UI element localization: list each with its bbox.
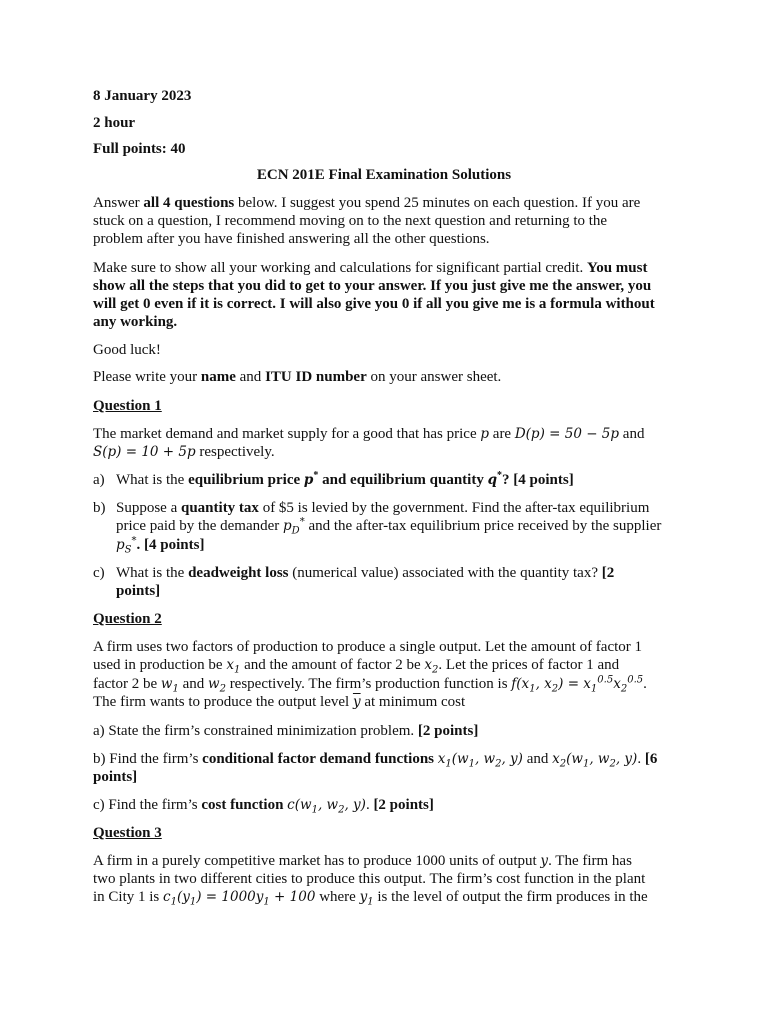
intro-paragraph-2-line-4: any working. <box>93 314 178 330</box>
intro-paragraph-2: Make sure to show all your working and calculations for significant partial credit. You must <box>93 260 648 276</box>
intro-paragraph-1-line-3: problem after you have finished answering all the other questions. <box>93 231 490 247</box>
question-2-text-line-4: The firm wants to produce the output level $\overline{y}$ at minimum cost <box>93 694 466 710</box>
question-2-text: A firm uses two factors of production to produce a single output. Let the amount of factor 1 <box>93 639 643 655</box>
question-1-heading: Question 1 <box>93 398 162 414</box>
question-1b-text-line-2: price paid by the demander $p_D^*$ and the after-tax equilibrium price received by the supplier <box>116 516 662 537</box>
question-1c-text-line-2: points] <box>116 583 161 599</box>
question-2-text-line-2: used in production be $x_1$ and the amount of factor 2 be $x_2$. Let the prices of factor 1 and <box>93 657 620 676</box>
question-3-heading: Question 3 <box>93 825 162 841</box>
question-1-text-line-2: S(p) = 10 + 5p respectively. <box>93 444 275 460</box>
write-name-instruction: Please write your name and ITU ID number on your answer sheet. <box>93 369 502 385</box>
intro-paragraph-1-line-2: stuck on a question, I recommend moving on to the next question and returning to the <box>93 213 608 229</box>
question-2-heading: Question 2 <box>93 611 162 627</box>
question-2c-text: c) Find the firm’s cost function $c(w_1$, $w_2$, y). [2 points] <box>93 797 434 816</box>
intro-paragraph-1: Answer all 4 questions below. I suggest you spend 25 minutes on each question. If you are <box>93 195 641 211</box>
question-1a-label: a) <box>93 472 105 488</box>
exam-title: ECN 201E Final Examination Solutions <box>256 167 512 183</box>
exam-date: 8 January 2023 <box>93 88 192 104</box>
question-2a-text: a) State the firm’s constrained minimization problem. [2 points] <box>93 723 479 739</box>
question-3-text-line-3: in City 1 is $c_1(y_1) = 1000y_1 + 100$ where $y_1$ is the level of output the firm produces in the <box>93 889 648 908</box>
question-1-text: The market demand and market supply for a good that has price p are D(p) = 50 − 5p and <box>93 426 645 442</box>
question-2-text-line-3: factor 2 be $w_1$ and $w_2$ respectively. The firm’s production function is $f(x_1$, $x_2) = x_1^{0.5}x_2^{0.5}$. <box>93 674 647 695</box>
question-1b-text-line-3: $p_S^*$. [4 points] <box>116 535 205 556</box>
intro-paragraph-2-line-3: will get 0 even if it is correct. I will also give you 0 if all you give me is a formula without <box>93 296 655 312</box>
good-luck-text: Good luck! <box>93 342 161 358</box>
question-1a-text: What is the equilibrium price p* and equilibrium quantity q*? [4 points] <box>116 470 574 488</box>
question-1c-text: What is the deadweight loss (numerical value) associated with the quantity tax? [2 <box>116 565 615 581</box>
question-2b-text: b) Find the firm’s conditional factor demand functions $x_1(w_1$, $w_2$, y) and $x_2(w_1$, $w_2$, y). [6 <box>93 751 658 770</box>
exam-points: Full points: 40 <box>93 141 186 157</box>
question-2b-text-line-2: points] <box>93 769 138 785</box>
question-3-text: A firm in a purely competitive market has to produce 1000 units of output y. The firm has <box>93 853 632 869</box>
intro-paragraph-2-line-2: show all the steps that you did to get to your answer. If you just give me the answer, you <box>93 278 652 294</box>
question-1b-label: b) <box>93 500 106 516</box>
question-1b-text: Suppose a quantity tax of $5 is levied by the government. Find the after-tax equilibrium <box>116 500 650 516</box>
question-1c-label: c) <box>93 565 105 581</box>
exam-duration: 2 hour <box>93 115 136 131</box>
question-3-text-line-2: two plants in two different cities to produce this output. The firm’s cost function in the plant <box>93 871 646 887</box>
